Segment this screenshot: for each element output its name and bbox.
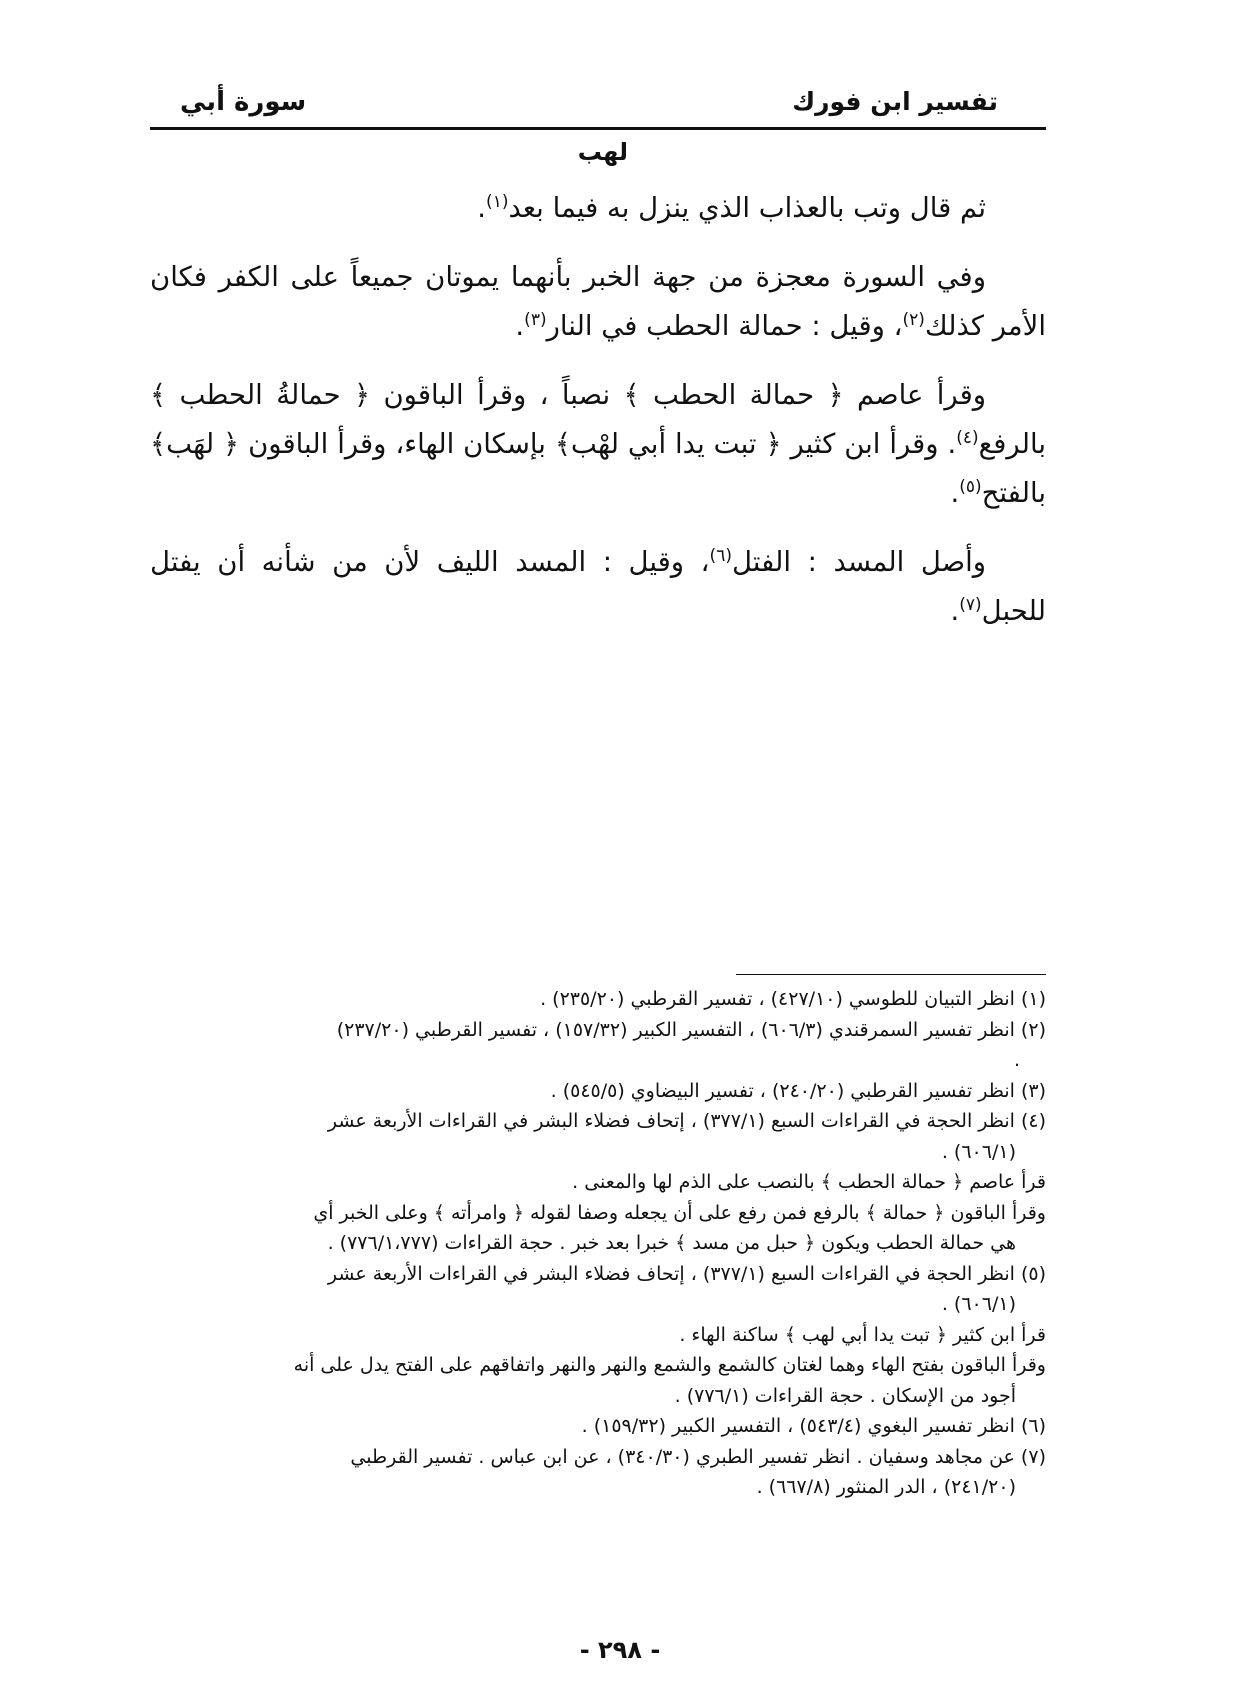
surah-title: سورة أبي [180, 87, 307, 117]
footnote-ref-7[interactable]: (٧) [959, 594, 982, 615]
paragraph-text: . وقرأ ابن كثير ﴿ تبت يدا أبي لهْب﴾ بإسكان الهاء، وقرأ الباقون ﴿ لهَب﴾ بالفتح [150, 428, 1046, 509]
paragraph-text: ثم قال وتب بالعذاب الذي ينزل به فيما بعد [508, 192, 986, 224]
paragraph-2 [150, 253, 1046, 351]
footnote-7-cont: (٢٤١/٢٠) ، الدر المنثور (٦٦٧/٨) . [756, 1476, 1016, 1498]
period: . [950, 595, 960, 627]
footnote-5-cont: (٦٠٦/١) . [941, 1293, 1016, 1315]
continuation-word: لهب [577, 138, 628, 166]
paragraph-text: ، وقيل : المسد الليف لأن من شأنه أن يفتل للحبل [150, 546, 1046, 627]
footnote-ref-6[interactable]: (٦) [709, 545, 732, 566]
running-header [150, 84, 1046, 130]
footnote-2-end: . [1013, 1049, 1020, 1071]
footnote-4-line: وقرأ الباقون ﴿ حمالة ﴾ بالرفع فمن رفع على أن يجعله وصفا لقوله ﴿ وامرأته ﴾ وعلى الخبر أي [313, 1201, 1046, 1224]
header-rule [150, 127, 1046, 130]
footnote-ref-1[interactable]: (١) [486, 191, 509, 212]
footnote-1: (١) انظر التبيان للطوسي (٤٢٧/١٠) ، تفسير القرطبي (٢٣٥/٢٠) . [540, 988, 1046, 1010]
page-number: - ٢٩٨ - [579, 1636, 661, 1664]
footnote-ref-4[interactable]: (٤) [956, 427, 979, 448]
footnote-4-line: قرأ عاصم ﴿ حمالة الحطب ﴾ بالنصب على الذم لها والمعنى . [572, 1171, 1046, 1193]
footnote-4-line: هي حمالة الحطب ويكون ﴿ حبل من مسد ﴾ خبرا بعد خبر . حجة القراءات (٧٧٦/١،٧٧٧) . [327, 1232, 1016, 1254]
footnote-7: (٧) عن مجاهد وسفيان . انظر تفسير الطبري (٣٤٠/٣٠) ، عن ابن عباس . تفسير القرطبي [350, 1445, 1046, 1468]
main-text [150, 184, 1046, 656]
period: . [515, 310, 525, 342]
paragraph-text: وقرأ عاصم ﴿ حمالة الحطب ﴾ نصباً ، وقرأ الباقون ﴿ حمالةُ الحطب ﴾ بالرفع [150, 379, 1046, 460]
period: . [477, 192, 487, 224]
period: . [950, 477, 960, 509]
footnote-4: (٤) انظر الحجة في القراءات السبع (٣٧٧/١) ، إتحاف فضلاء البشر في القراءات الأربعة عشر [327, 1110, 1046, 1132]
paragraph-text: وأصل المسد : الفتل [731, 546, 986, 578]
footnote-5-line: قرأ ابن كثير ﴿ تبت يدا أبي لهب ﴾ ساكنة الهاء . [679, 1323, 1046, 1346]
footnote-5: (٥) انظر الحجة في القراءات السبع (٣٧٧/١) ، إتحاف فضلاء البشر في القراءات الأربعة عشر [327, 1262, 1046, 1285]
footnote-2: (٢) انظر تفسير السمرقندي (٦٠٦/٣) ، التفسير الكبير (١٥٧/٣٢) ، تفسير القرطبي (٢٣٧/٢٠) [336, 1018, 1046, 1041]
paragraph-text: وفي السورة معجزة من جهة الخبر بأنهما يموتان جميعاً على الكفر فكان الأمر كذلك [150, 261, 1046, 342]
footnote-separator [736, 974, 1046, 975]
paragraph-text: ، وقيل : حمالة الحطب في النار [546, 310, 903, 342]
paragraph-3 [150, 371, 1046, 518]
paragraph-1 [150, 184, 1046, 233]
footnote-ref-3[interactable]: (٣) [524, 309, 547, 330]
footnote-4-cont: (٦٠٦/١) . [941, 1140, 1016, 1163]
footnotes [150, 984, 1046, 1503]
footnote-6: (٦) انظر تفسير البغوي (٥٤٣/٤) ، التفسير الكبير (١٥٩/٣٢) . [581, 1415, 1046, 1437]
footnote-3: (٣) انظر تفسير القرطبي (٢٤٠/٢٠) ، تفسير البيضاوي (٥٤٥/٥) . [550, 1079, 1046, 1102]
footnote-5-line: وقرأ الباقون بفتح الهاء وهما لغتان كالشمع والشمع والنهر والنهر واتفاقهم على الفتح يدل على أنه [293, 1354, 1046, 1376]
book-title: تفسير ابن فورك [792, 87, 998, 116]
footnote-ref-2[interactable]: (٢) [902, 309, 925, 330]
footnote-5-line: أجود من الإسكان . حجة القراءات (٧٧٦/١) . [674, 1384, 1016, 1407]
paragraph-4 [150, 538, 1046, 636]
footnote-ref-5[interactable]: (٥) [959, 476, 982, 497]
